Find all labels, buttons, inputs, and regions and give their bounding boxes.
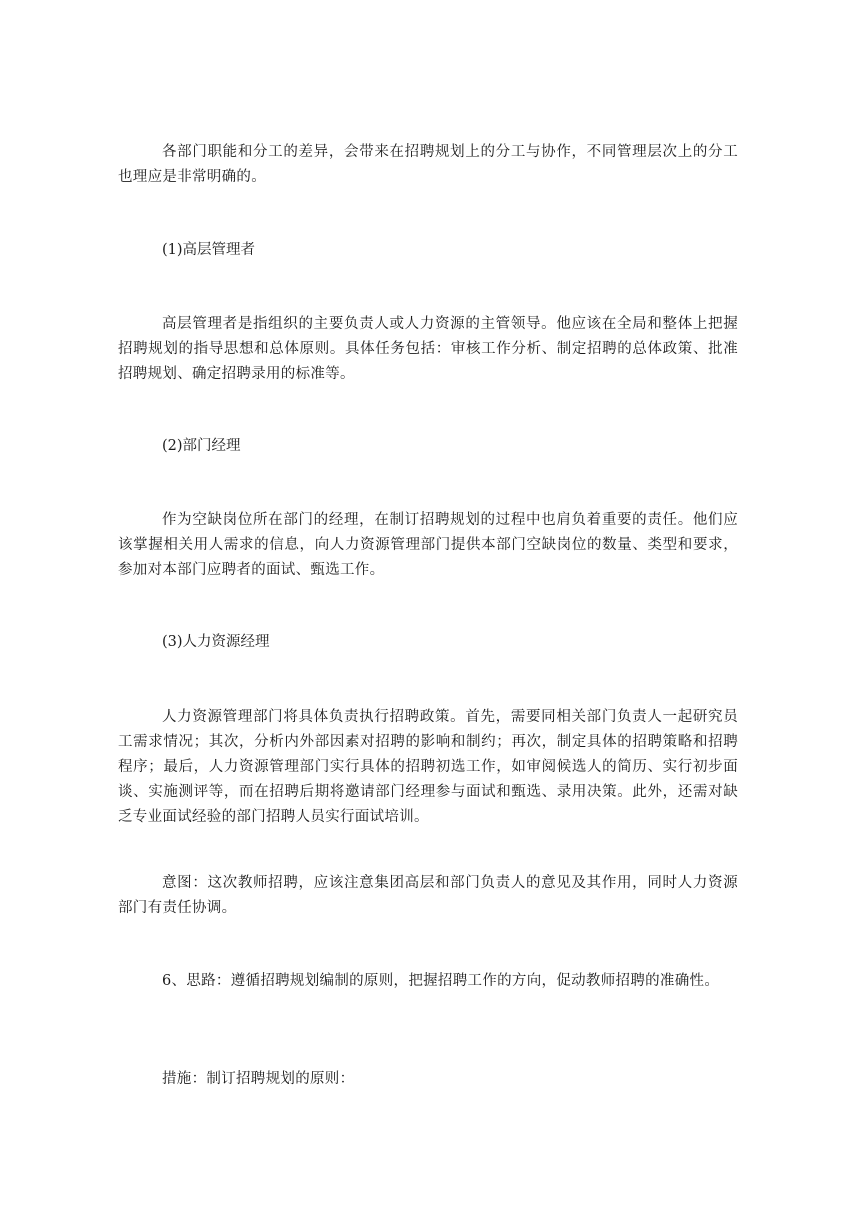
- heading-hr-manager: (3)人力资源经理: [162, 634, 270, 650]
- heading-department-manager: (2)部门经理: [162, 438, 241, 454]
- paragraph-intro: 各部门职能和分工的差异，会带来在招聘规划上的分工与协作，不同管理层次上的分工也理应是非常明确的。: [118, 144, 738, 185]
- paragraph-approach: 6、思路：遵循招聘规划编制的原则，把握招聘工作的方向，促动教师招聘的准确性。: [162, 973, 720, 989]
- paragraph-hr-manager: 人力资源管理部门将具体负责执行招聘政策。首先，需要同相关部门负责人一起研究员工需求情况；其次，分析内外部因素对招聘的影响和制约；再次，制定具体的招聘策略和招聘程序；最后，人力资源管理部门实行具体的招聘初选工作，如审阅候选人的简历、实行初步面谈、实施测评等，而在招聘后期将邀请部门经理参与面试和甄选、录用决策。此外，还需对缺乏专业面试经验的部门招聘人员实行面试培训。: [118, 709, 738, 825]
- paragraph-intent: 意图：这次教师招聘，应该注意集团高层和部门负责人的意见及其作用，同时人力资源部门有责任协调。: [118, 875, 738, 916]
- paragraph-measures: 措施：制订招聘规划的原则：: [162, 1071, 355, 1087]
- paragraph-senior-manager: 高层管理者是指组织的主要负责人或人力资源的主管领导。他应该在全局和整体上把握招聘规划的指导思想和总体原则。具体任务包括：审核工作分析、制定招聘的总体政策、批准招聘规划、确定招聘录用的标准等。: [118, 316, 738, 382]
- heading-senior-manager: (1)高层管理者: [162, 242, 256, 258]
- paragraph-department-manager: 作为空缺岗位所在部门的经理，在制订招聘规划的过程中也肩负着重要的责任。他们应该掌握相关用人需求的信息，向人力资源管理部门提供本部门空缺岗位的数量、类型和要求，参加对本部门应聘者的面试、甄选工作。: [118, 512, 738, 578]
